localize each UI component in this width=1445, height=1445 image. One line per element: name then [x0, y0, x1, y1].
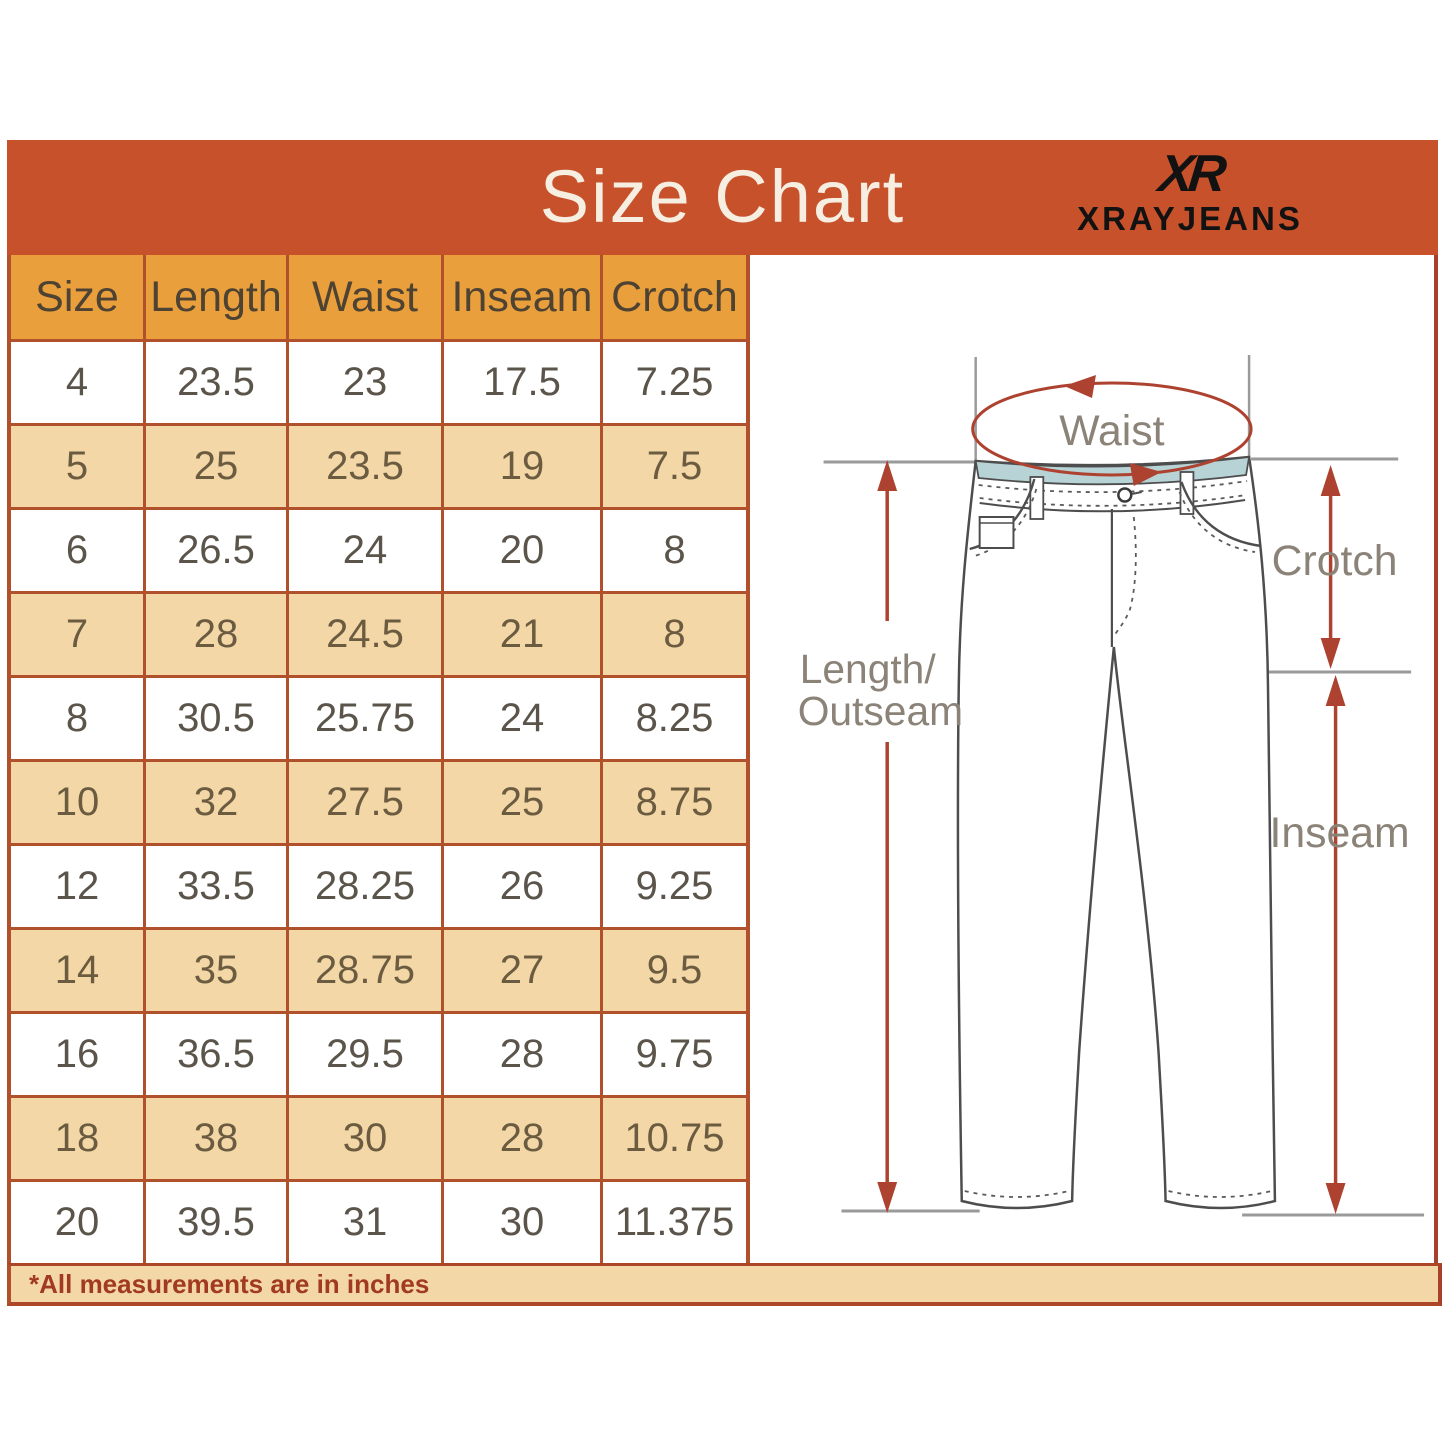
- table-cell: 12: [11, 846, 143, 927]
- footer-note-band: [7, 1263, 1442, 1306]
- table-cell: 30: [289, 1098, 441, 1179]
- column-header-length: Length: [146, 255, 286, 339]
- waist-arrowhead-left: [1064, 375, 1096, 398]
- table-cell: 18: [11, 1098, 143, 1179]
- table-cell: 28.25: [289, 846, 441, 927]
- table-cell: 10.75: [603, 1098, 746, 1179]
- table-cell: 19: [444, 426, 600, 507]
- header-band: [7, 140, 1438, 255]
- table-cell: 9.5: [603, 930, 746, 1011]
- table-cell: 32: [146, 762, 286, 843]
- inseam-label: Inseam: [1269, 808, 1410, 858]
- table-cell: 4: [11, 342, 143, 423]
- table-cell: 24: [289, 510, 441, 591]
- table-cell: 11.375: [603, 1182, 746, 1263]
- table-cell: 8.75: [603, 762, 746, 843]
- table-cell: 23: [289, 342, 441, 423]
- table-cell: 30: [444, 1182, 600, 1263]
- table-cell: 16: [11, 1014, 143, 1095]
- table-cell: 20: [444, 510, 600, 591]
- length-arrowhead-top: [877, 460, 897, 491]
- table-cell: 26: [444, 846, 600, 927]
- table-cell: 14: [11, 930, 143, 1011]
- table-cell: 27: [444, 930, 600, 1011]
- table-cell: 24.5: [289, 594, 441, 675]
- table-cell: 8: [11, 678, 143, 759]
- table-cell: 35: [146, 930, 286, 1011]
- jeans-diagram-svg: [750, 255, 1434, 1263]
- table-cell: 31: [289, 1182, 441, 1263]
- table-cell: 24: [444, 678, 600, 759]
- table-cell: 8: [603, 510, 746, 591]
- coin-pocket: [980, 517, 1014, 548]
- table-cell: 33.5: [146, 846, 286, 927]
- waist-label: Waist: [1059, 406, 1165, 456]
- jeans-outline: [958, 457, 1275, 1208]
- size-chart-panel: [7, 140, 1438, 1306]
- table-cell: 25: [146, 426, 286, 507]
- table-cell: 28.75: [289, 930, 441, 1011]
- waist-button: [1118, 489, 1131, 502]
- table-cell: 27.5: [289, 762, 441, 843]
- crotch-arrowhead-top: [1321, 465, 1341, 496]
- jeans-measurement-diagram: [750, 255, 1434, 1263]
- table-cell: 28: [146, 594, 286, 675]
- table-cell: 23.5: [289, 426, 441, 507]
- table-cell: 25: [444, 762, 600, 843]
- column-header-crotch: Crotch: [603, 255, 746, 339]
- table-cell: 10: [11, 762, 143, 843]
- footer-note: *All measurements are in inches: [29, 1268, 430, 1299]
- brand-xr-monogram-icon: XR: [1155, 145, 1225, 203]
- size-table: [11, 255, 750, 1263]
- table-cell: 28: [444, 1014, 600, 1095]
- table-cell: 29.5: [289, 1014, 441, 1095]
- table-cell: 7.25: [603, 342, 746, 423]
- table-cell: 8: [603, 594, 746, 675]
- column-header-waist: Waist: [289, 255, 441, 339]
- crotch-arrowhead-bottom: [1321, 638, 1341, 669]
- column-header-inseam: Inseam: [444, 255, 600, 339]
- table-cell: 26.5: [146, 510, 286, 591]
- table-cell: 25.75: [289, 678, 441, 759]
- table-cell: 9.25: [603, 846, 746, 927]
- table-cell: 28: [444, 1098, 600, 1179]
- inseam-arrowhead-top: [1326, 675, 1346, 706]
- table-cell: 21: [444, 594, 600, 675]
- content-area: [7, 255, 1438, 1263]
- table-cell: 30.5: [146, 678, 286, 759]
- brand-name: XRAYJEANS: [1077, 200, 1303, 237]
- table-cell: 7: [11, 594, 143, 675]
- table-cell: 5: [11, 426, 143, 507]
- crotch-label: Crotch: [1271, 536, 1398, 586]
- inseam-arrowhead-bottom: [1326, 1183, 1346, 1214]
- table-cell: 9.75: [603, 1014, 746, 1095]
- table-cell: 7.5: [603, 426, 746, 507]
- table-cell: 6: [11, 510, 143, 591]
- table-cell: 17.5: [444, 342, 600, 423]
- length-label-line1: Length/: [799, 645, 936, 693]
- table-cell: 8.25: [603, 678, 746, 759]
- page-title: Size Chart: [539, 154, 906, 238]
- length-arrowhead-bottom: [877, 1182, 897, 1213]
- brand-logo: [1040, 145, 1340, 248]
- table-cell: 36.5: [146, 1014, 286, 1095]
- table-cell: 39.5: [146, 1182, 286, 1263]
- length-label-line2: Outseam: [797, 687, 964, 735]
- table-cell: 23.5: [146, 342, 286, 423]
- column-header-size: Size: [11, 255, 143, 339]
- table-cell: 20: [11, 1182, 143, 1263]
- table-cell: 38: [146, 1098, 286, 1179]
